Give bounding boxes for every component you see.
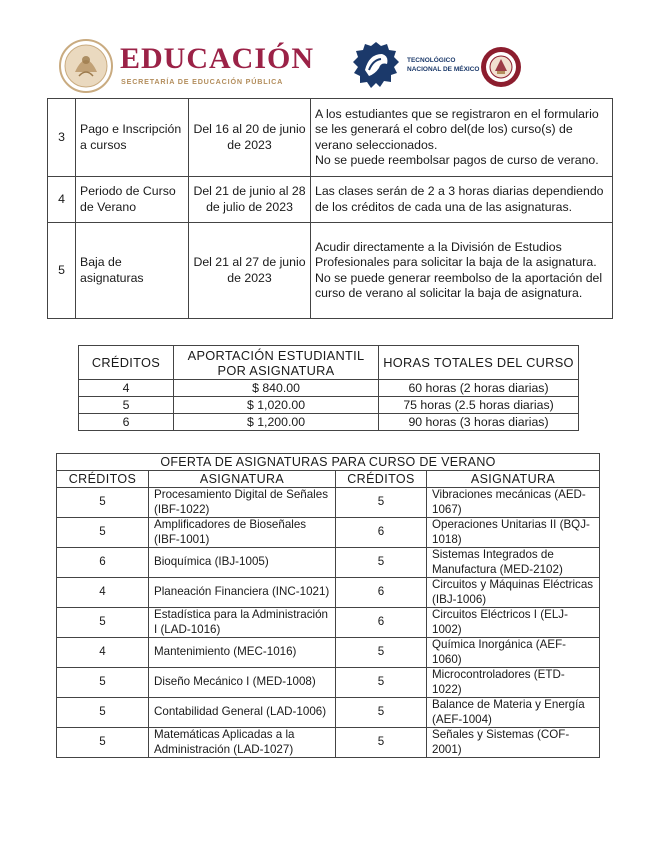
step-description-line: No se puede reembolsar pagos de curso de verano. [315, 153, 599, 167]
offer-subject-cell: Estadística para la Administración I (LAD-1016) [149, 608, 336, 638]
offer-row [57, 638, 600, 668]
offer-subject-cell: Matemáticas Aplicadas a la Administración (LAD-1027) [149, 728, 336, 758]
offer-subject-cell: Bioquímica (IBJ-1005) [149, 548, 336, 578]
step-description [311, 99, 613, 177]
course-offer-table [56, 453, 600, 758]
edu-title: EDUCACIÓN [120, 42, 315, 75]
coat-of-arms-icon [55, 38, 117, 94]
step-description-line: Las clases serán de 2 a 3 horas diarias dependiendo de los créditos de cada una de las asignaturas. [315, 184, 604, 214]
credits-row [79, 380, 579, 397]
offer-title-row [57, 454, 600, 471]
step-description-line: No se puede generar reembolso de la aportación del curso de verano al solicitar la baja de asignatura. [315, 270, 603, 300]
offer-row [57, 518, 600, 548]
step-number: 4 [48, 177, 76, 223]
offer-subject-cell: Sistemas Integrados de Manufactura (MED-2102) [427, 548, 600, 578]
offer-subject-cell: Planeación Financiera (INC-1021) [149, 578, 336, 608]
credits-header-row [79, 346, 579, 380]
offer-credits-cell: 5 [336, 488, 427, 518]
offer-header-cell: CRÉDITOS [336, 471, 427, 488]
edu-subtitle: SECRETARÍA DE EDUCACIÓN PÚBLICA [121, 77, 284, 86]
offer-subject-cell: Circuitos Eléctricos I (ELJ-1002) [427, 608, 600, 638]
schedule-table [47, 98, 613, 319]
offer-row [57, 548, 600, 578]
offer-subject-cell: Balance de Materia y Energía (AEF-1004) [427, 698, 600, 728]
offer-header-cell: ASIGNATURA [427, 471, 600, 488]
credits-cell: 75 horas (2.5 horas diarias) [379, 397, 579, 414]
credits-row [79, 414, 579, 431]
step-number: 5 [48, 223, 76, 319]
step-date: Del 16 al 20 de junio de 2023 [189, 99, 311, 177]
credits-cell: $ 840.00 [174, 380, 379, 397]
credits-cell: 90 horas (3 horas diarias) [379, 414, 579, 431]
step-description [311, 223, 613, 319]
step-date: Del 21 de junio al 28 de julio de 2023 [189, 177, 311, 223]
offer-credits-cell: 5 [336, 668, 427, 698]
offer-credits-cell: 5 [336, 638, 427, 668]
step-number: 3 [48, 99, 76, 177]
offer-credits-cell: 5 [57, 608, 149, 638]
offer-credits-cell: 6 [336, 578, 427, 608]
credits-header-cell: APORTACIÓN ESTUDIANTIL POR ASIGNATURA [174, 346, 379, 380]
page-header [0, 0, 655, 98]
offer-row [57, 698, 600, 728]
offer-credits-cell: 4 [57, 578, 149, 608]
credits-cell: 5 [79, 397, 174, 414]
offer-title: OFERTA DE ASIGNATURAS PARA CURSO DE VERANO [57, 454, 600, 471]
offer-subject-cell: Microcontroladores (ETD-1022) [427, 668, 600, 698]
step-description-line: Acudir directamente a la División de Estudios Profesionales para solicitar la baja de la asignatura. [315, 239, 597, 269]
offer-subject-cell: Circuitos y Máquinas Eléctricas (IBJ-1006) [427, 578, 600, 608]
schedule-row [48, 223, 613, 319]
offer-credits-cell: 5 [57, 698, 149, 728]
offer-credits-cell: 5 [57, 728, 149, 758]
offer-row [57, 608, 600, 638]
offer-credits-cell: 5 [336, 728, 427, 758]
step-stage: Periodo de Curso de Verano [76, 177, 189, 223]
step-stage: Pago e Inscripción a cursos [76, 99, 189, 177]
schedule-row [48, 177, 613, 223]
offer-credits-cell: 6 [336, 518, 427, 548]
credits-header-cell: HORAS TOTALES DEL CURSO [379, 346, 579, 380]
offer-header-cell: ASIGNATURA [149, 471, 336, 488]
offer-credits-cell: 4 [57, 638, 149, 668]
credits-cell: $ 1,020.00 [174, 397, 379, 414]
offer-subject-cell: Vibraciones mecánicas (AED-1067) [427, 488, 600, 518]
offer-credits-cell: 5 [336, 698, 427, 728]
step-date: Del 21 al 27 de junio de 2023 [189, 223, 311, 319]
offer-row [57, 488, 600, 518]
offer-credits-cell: 6 [336, 608, 427, 638]
credits-cost-table [78, 345, 579, 431]
offer-subject-cell: Diseño Mecánico I (MED-1008) [149, 668, 336, 698]
offer-credits-cell: 5 [57, 518, 149, 548]
offer-credits-cell: 5 [336, 548, 427, 578]
offer-header-row [57, 471, 600, 488]
offer-row [57, 668, 600, 698]
offer-subject-cell: Procesamiento Digital de Señales (IBF-1022) [149, 488, 336, 518]
offer-subject-cell: Mantenimiento (MEC-1016) [149, 638, 336, 668]
offer-credits-cell: 6 [57, 548, 149, 578]
credits-cell: 6 [79, 414, 174, 431]
offer-subject-cell: Señales y Sistemas (COF-2001) [427, 728, 600, 758]
offer-header-cell: CRÉDITOS [57, 471, 149, 488]
offer-subject-cell: Química Inorgánica (AEF-1060) [427, 638, 600, 668]
credits-cell: 4 [79, 380, 174, 397]
offer-subject-cell: Operaciones Unitarias II (BQJ-1018) [427, 518, 600, 548]
tecnm-logo-icon [351, 40, 401, 92]
step-stage: Baja de asignaturas [76, 223, 189, 319]
offer-credits-cell: 5 [57, 668, 149, 698]
tecnm-line1: TECNOLÓGICO [407, 57, 456, 64]
credits-cell: 60 horas (2 horas diarias) [379, 380, 579, 397]
credits-row [79, 397, 579, 414]
step-description-line: A los estudiantes que se registraron en el formulario se les generará el cobro del(de los) curso(s) de verano seleccionados. [315, 106, 599, 152]
offer-credits-cell: 5 [57, 488, 149, 518]
credits-header-cell: CRÉDITOS [79, 346, 174, 380]
offer-subject-cell: Amplificadores de Bioseñales (IBF-1001) [149, 518, 336, 548]
offer-row [57, 578, 600, 608]
schedule-row [48, 99, 613, 177]
tecnm-line2: NACIONAL DE MÉXICO [407, 65, 480, 73]
credits-cell: $ 1,200.00 [174, 414, 379, 431]
offer-subject-cell: Contabilidad General (LAD-1006) [149, 698, 336, 728]
step-description [311, 177, 613, 223]
offer-row [57, 728, 600, 758]
school-crest-icon [479, 43, 523, 91]
tecnm-text [407, 57, 479, 75]
